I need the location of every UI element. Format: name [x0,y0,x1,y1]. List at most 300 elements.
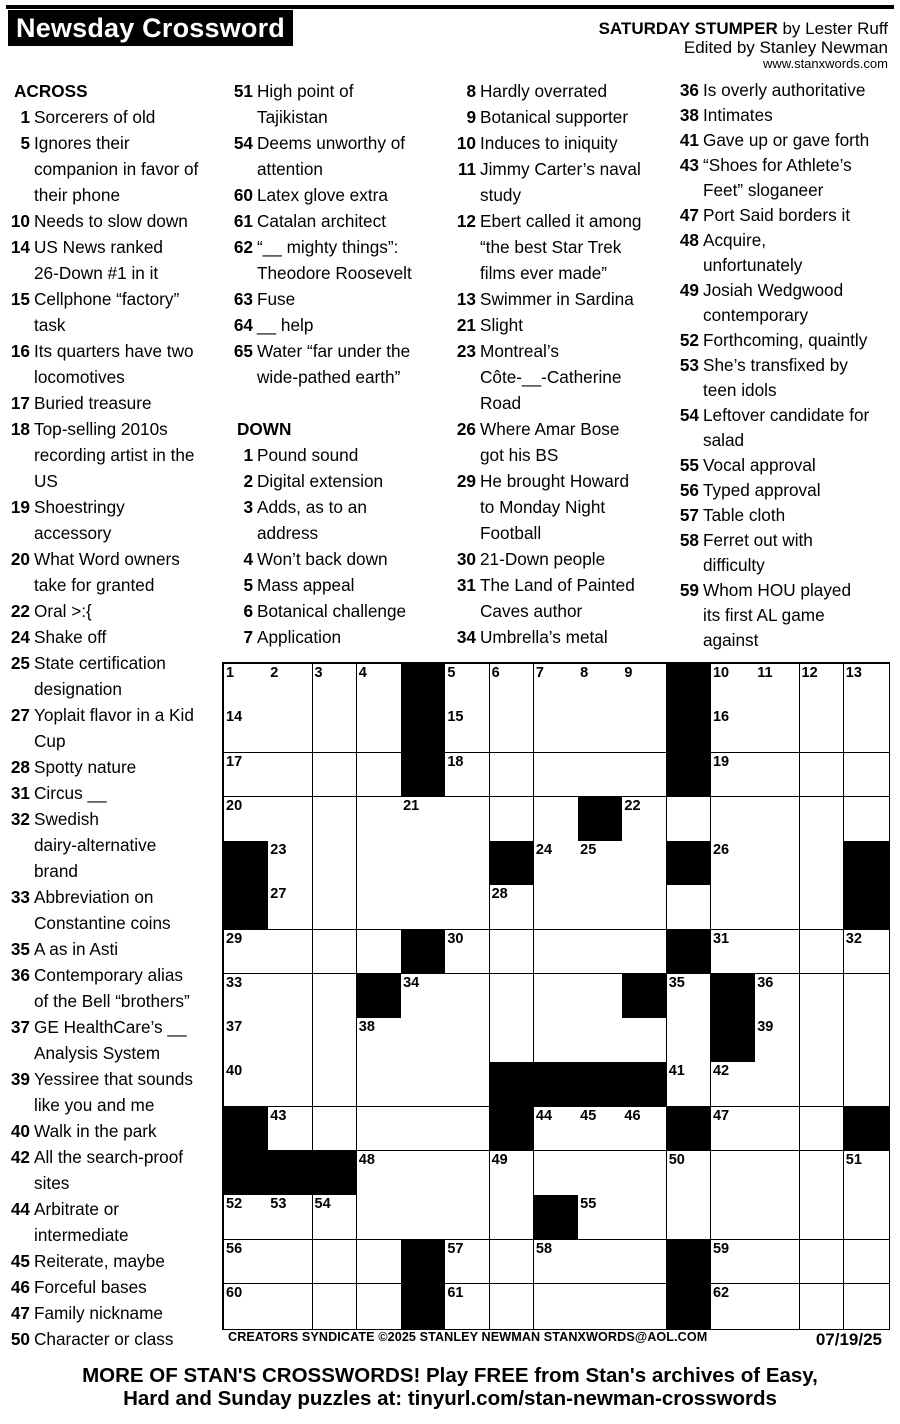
grid-cell[interactable] [445,664,490,709]
grid-cell[interactable] [800,1151,845,1196]
down-clue-21[interactable] [452,312,674,338]
grid-cell[interactable] [357,708,402,753]
across-clue-17[interactable] [6,390,220,416]
grid-cell[interactable] [490,1018,535,1063]
cell-number: 26 [712,842,730,859]
across-clue-60[interactable] [229,182,449,208]
down-clue-48[interactable] [675,228,895,278]
grid-cell[interactable] [224,1018,269,1063]
grid-cell[interactable] [534,753,579,798]
grid-cell[interactable] [357,753,402,798]
grid-cell[interactable] [622,1284,667,1329]
grid-cell[interactable] [844,797,889,842]
grid-cell[interactable] [711,1062,756,1107]
grid-cell[interactable] [224,1284,269,1329]
grid-cell[interactable] [268,1284,313,1329]
grid-cell[interactable] [844,1240,889,1285]
clue-number: 4 [243,549,253,569]
grid-cell[interactable] [490,974,535,1019]
grid-cell[interactable] [357,930,402,975]
clue-number: 56 [679,480,699,500]
clue-text: Arbitrate or [34,1199,120,1219]
clue-text: companion in favor of [34,159,199,179]
grid-cell[interactable] [313,753,358,798]
grid-cell[interactable] [578,885,623,930]
grid-cell[interactable] [622,1107,667,1152]
grid-cell[interactable] [755,1062,800,1107]
across-clue-24[interactable] [6,624,220,650]
down-clue-47[interactable] [675,203,895,228]
grid-cell[interactable] [755,974,800,1019]
across-clue-61[interactable] [229,208,449,234]
cell-number: 22 [624,797,641,814]
across-clue-33[interactable] [6,884,220,936]
grid-cell[interactable] [622,753,667,798]
grid-cell[interactable] [268,930,313,975]
grid-cell[interactable] [711,1151,756,1196]
down-clue-36[interactable] [675,78,895,103]
grid-cell[interactable] [357,1018,402,1063]
grid-cell[interactable] [490,1195,535,1240]
grid-cell[interactable] [844,753,889,798]
clue-text: Whom HOU played [703,580,852,600]
grid-cell[interactable] [313,1062,358,1107]
clue-number: 55 [679,455,699,475]
grid-cell[interactable] [711,797,756,842]
grid-cell[interactable] [755,841,800,886]
grid-cell[interactable] [401,1018,446,1063]
grid-cell[interactable] [313,1284,358,1329]
across-clue-16[interactable] [6,338,220,390]
clue-text: locomotives [34,367,125,387]
grid-cell[interactable] [800,1018,845,1063]
clue-text: Spotty nature [34,757,137,777]
grid-cell[interactable] [711,885,756,930]
grid-cell[interactable] [534,1107,579,1152]
across-clue-31[interactable] [6,780,220,806]
clue-text: The Land of Painted [480,575,635,595]
clue-number: 65 [233,341,253,361]
grid-cell[interactable] [490,1284,535,1329]
grid-cell[interactable] [534,664,579,709]
down-clue-13[interactable] [452,286,674,312]
grid-cell[interactable] [401,1062,446,1107]
grid-cell[interactable] [313,708,358,753]
clue-number: 58 [679,530,699,550]
grid-cell[interactable] [667,1018,712,1063]
grid-cell[interactable] [357,1195,402,1240]
across-clue-32[interactable] [6,806,220,884]
across-clue-20[interactable] [6,546,220,598]
grid-cell[interactable] [268,1195,313,1240]
down-clue-9[interactable] [452,104,674,130]
across-clue-40[interactable] [6,1118,220,1144]
grid-cell[interactable] [800,708,845,753]
across-clue-18[interactable] [6,416,220,494]
down-clue-52[interactable] [675,328,895,353]
across-clue-45[interactable] [6,1248,220,1274]
down-clue-4[interactable] [229,546,449,572]
grid-cell[interactable] [622,930,667,975]
down-clue-1[interactable] [229,442,449,468]
cell-number: 57 [447,1240,464,1257]
clue-text: 21-Down people [480,549,606,569]
grid-cell[interactable] [800,1107,845,1152]
grid-cell[interactable] [578,841,623,886]
grid-cell[interactable] [578,930,623,975]
grid-cell[interactable] [490,1151,535,1196]
grid-cell[interactable] [268,1240,313,1285]
grid-cell[interactable] [755,1284,800,1329]
website-link[interactable]: www.stanxwords.com [763,56,888,71]
grid-cell[interactable] [534,841,579,886]
across-clue-44[interactable] [6,1196,220,1248]
grid-cell[interactable] [755,1107,800,1152]
down-clue-54[interactable] [675,403,895,453]
grid-cell[interactable] [844,708,889,753]
down-clue-55[interactable] [675,453,895,478]
cell-number: 1 [226,665,235,681]
grid-cell[interactable] [224,753,269,798]
grid-cell[interactable] [445,1240,490,1285]
across-clue-36[interactable] [6,962,220,1014]
clue-number: 54 [679,405,699,425]
clue-number: 39 [10,1069,30,1089]
down-clue-23[interactable] [452,338,674,416]
black-square [313,1151,358,1196]
grid-cell[interactable] [445,1018,490,1063]
grid-cell[interactable] [490,708,535,753]
editor-line: Edited by Stanley Newman [683,38,888,57]
grid-cell[interactable] [313,841,358,886]
grid-cell[interactable] [224,708,269,753]
grid-cell[interactable] [844,974,889,1019]
grid-cell[interactable] [313,1018,358,1063]
grid-cell[interactable] [445,1062,490,1107]
across-clue-54[interactable] [229,130,449,182]
grid-cell[interactable] [800,1240,845,1285]
grid-cell[interactable] [844,930,889,975]
grid-cell[interactable] [800,797,845,842]
grid-cell[interactable] [622,885,667,930]
cell-number: 12 [801,665,818,681]
grid-cell[interactable] [578,1018,623,1063]
clue-text: __ help [257,315,314,335]
across-clue-64[interactable] [229,312,449,338]
grid-cell[interactable] [578,664,623,709]
grid-cell[interactable] [711,753,756,798]
grid-cell[interactable] [490,753,535,798]
grid-cell[interactable] [844,1151,889,1196]
grid-cell[interactable] [755,1151,800,1196]
grid-cell[interactable] [445,1107,490,1152]
grid-cell[interactable] [224,930,269,975]
grid-cell[interactable] [401,885,446,930]
grid-cell[interactable] [313,1240,358,1285]
down-clue-26[interactable] [452,416,674,468]
grid-cell[interactable] [268,708,313,753]
grid-cell[interactable] [622,1195,667,1240]
grid-cell[interactable] [534,974,579,1019]
grid-cell[interactable] [401,1107,446,1152]
grid-cell[interactable] [313,930,358,975]
grid-cell[interactable] [622,797,667,842]
down-clue-7[interactable] [229,624,449,650]
across-clue-15[interactable] [6,286,220,338]
grid-cell[interactable] [313,797,358,842]
grid-cell[interactable] [401,974,446,1019]
down-clue-5[interactable] [229,572,449,598]
cell-number: 45 [580,1107,597,1124]
grid-cell[interactable] [578,708,623,753]
grid-cell[interactable] [357,797,402,842]
grid-cell[interactable] [534,708,579,753]
across-clue-37[interactable] [6,1014,220,1066]
grid-cell[interactable] [445,797,490,842]
grid-cell[interactable] [711,930,756,975]
grid-cell[interactable] [401,797,446,842]
down-clue-3[interactable] [229,494,449,546]
grid-cell[interactable] [578,974,623,1019]
grid-cell[interactable] [711,1240,756,1285]
across-clue-65[interactable] [229,338,449,390]
grid-cell[interactable] [800,885,845,930]
grid-cell[interactable] [268,1062,313,1107]
grid-cell[interactable] [578,1151,623,1196]
grid-cell[interactable] [755,1195,800,1240]
grid-cell[interactable] [800,753,845,798]
grid-cell[interactable] [711,1284,756,1329]
grid-cell[interactable] [578,1284,623,1329]
across-clue-35[interactable] [6,936,220,962]
down-clue-58[interactable] [675,528,895,578]
black-square [667,664,712,709]
grid-cell[interactable] [622,1018,667,1063]
grid-cell[interactable] [534,1018,579,1063]
grid-cell[interactable] [534,885,579,930]
across-clue-51[interactable] [229,78,449,130]
grid-cell[interactable] [357,1107,402,1152]
down-clue-6[interactable] [229,598,449,624]
grid-cell[interactable] [268,841,313,886]
grid-cell[interactable] [578,753,623,798]
down-clue-34[interactable] [452,624,674,650]
black-square [844,841,889,886]
grid-cell[interactable] [534,1151,579,1196]
grid-cell[interactable] [578,1195,623,1240]
grid-cell[interactable] [755,664,800,709]
grid-cell[interactable] [224,797,269,842]
grid-cell[interactable] [711,841,756,886]
grid-cell[interactable] [357,1240,402,1285]
cell-number: 5 [447,665,456,681]
grid-cell[interactable] [268,753,313,798]
across-clue-1[interactable] [6,104,220,130]
down-clue-2[interactable] [229,468,449,494]
grid-cell[interactable] [844,1284,889,1329]
grid-cell[interactable] [268,974,313,1019]
grid-cell[interactable] [622,1151,667,1196]
grid-cell[interactable] [357,841,402,886]
clue-text: Vocal approval [703,455,816,475]
clue-text: Feet” sloganeer [703,180,824,200]
grid-cell[interactable] [800,974,845,1019]
across-clue-62[interactable] [229,234,449,286]
across-clue-19[interactable] [6,494,220,546]
cell-number: 35 [668,974,685,991]
grid-cell[interactable] [490,1240,535,1285]
grid-cell[interactable] [667,974,712,1019]
grid-cell[interactable] [490,930,535,975]
down-clue-56[interactable] [675,478,895,503]
grid-cell[interactable] [844,664,889,709]
across-clue-14[interactable] [6,234,220,286]
grid-cell[interactable] [755,1240,800,1285]
across-clue-42[interactable] [6,1144,220,1196]
grid-cell[interactable] [800,1195,845,1240]
grid-cell[interactable] [844,1018,889,1063]
grid-cell[interactable] [622,841,667,886]
clue-text: Leftover candidate for [703,405,870,425]
grid-cell[interactable] [667,885,712,930]
grid-cell[interactable] [755,753,800,798]
grid-cell[interactable] [445,708,490,753]
grid-cell[interactable] [711,664,756,709]
grid-cell[interactable] [800,1284,845,1329]
grid-cell[interactable] [711,708,756,753]
grid-cell[interactable] [667,1062,712,1107]
down-clue-57[interactable] [675,503,895,528]
grid-cell[interactable] [445,885,490,930]
grid-cell[interactable] [401,841,446,886]
down-clue-11[interactable] [452,156,674,208]
across-clue-63[interactable] [229,286,449,312]
grid-cell[interactable] [711,1195,756,1240]
grid-cell[interactable] [445,841,490,886]
grid-cell[interactable] [800,664,845,709]
grid-cell[interactable] [667,1151,712,1196]
grid-cell[interactable] [800,1062,845,1107]
grid-cell[interactable] [622,664,667,709]
across-clue-27[interactable] [6,702,220,754]
down-clue-53[interactable] [675,353,895,403]
grid-cell[interactable] [622,708,667,753]
grid-cell[interactable] [667,797,712,842]
grid-cell[interactable] [224,664,269,709]
across-clue-39[interactable] [6,1066,220,1118]
grid-cell[interactable] [534,797,579,842]
grid-cell[interactable] [711,1107,756,1152]
clue-text: Botanical challenge [257,601,407,621]
grid-cell[interactable] [578,1107,623,1152]
grid-cell[interactable] [844,1195,889,1240]
across-clue-22[interactable] [6,598,220,624]
grid-cell[interactable] [357,664,402,709]
across-clue-28[interactable] [6,754,220,780]
down-clue-8[interactable] [452,78,674,104]
clue-text: 26-Down #1 in it [34,263,159,283]
grid-cell[interactable] [667,1195,712,1240]
down-clue-29[interactable] [452,468,674,546]
grid-cell[interactable] [268,797,313,842]
grid-cell[interactable] [800,930,845,975]
grid-cell[interactable] [490,664,535,709]
grid-cell[interactable] [490,885,535,930]
grid-cell[interactable] [268,1018,313,1063]
grid-cell[interactable] [445,1195,490,1240]
down-clue-43[interactable] [675,153,895,203]
clue-text: brand [34,861,78,881]
down-clue-41[interactable] [675,128,895,153]
grid-cell[interactable] [445,1284,490,1329]
down-clue-38[interactable] [675,103,895,128]
clue-number: 59 [679,580,699,600]
clue-text: difficulty [703,555,765,575]
grid-cell[interactable] [578,1240,623,1285]
across-clue-5[interactable] [6,130,220,208]
grid-cell[interactable] [800,841,845,886]
grid-cell[interactable] [490,797,535,842]
grid-cell[interactable] [534,1284,579,1329]
down-clue-30[interactable] [452,546,674,572]
down-clue-10[interactable] [452,130,674,156]
grid-cell[interactable] [401,1151,446,1196]
grid-cell[interactable] [224,974,269,1019]
down-clue-31[interactable] [452,572,674,624]
grid-cell[interactable] [313,974,358,1019]
grid-cell[interactable] [534,930,579,975]
grid-cell[interactable] [755,885,800,930]
grid-cell[interactable] [534,1240,579,1285]
grid-cell[interactable] [313,1195,358,1240]
clue-text: Slight [480,315,523,335]
grid-cell[interactable] [445,930,490,975]
across-clue-47[interactable] [6,1300,220,1326]
grid-cell[interactable] [357,885,402,930]
grid-cell[interactable] [755,1018,800,1063]
grid-cell[interactable] [224,1195,269,1240]
grid-cell[interactable] [313,885,358,930]
down-clue-49[interactable] [675,278,895,328]
grid-cell[interactable] [357,1284,402,1329]
grid-cell[interactable] [445,753,490,798]
grid-cell[interactable] [357,1062,402,1107]
down-clue-12[interactable] [452,208,674,286]
grid-cell[interactable] [445,974,490,1019]
across-clue-25[interactable] [6,650,220,702]
grid-cell[interactable] [268,664,313,709]
grid-cell[interactable] [224,1062,269,1107]
across-clue-46[interactable] [6,1274,220,1300]
grid-cell[interactable] [844,1062,889,1107]
grid-cell[interactable] [357,1151,402,1196]
grid-cell[interactable] [268,885,313,930]
grid-cell[interactable] [755,797,800,842]
across-clue-50[interactable] [6,1326,220,1352]
grid-cell[interactable] [401,1195,446,1240]
grid-cell[interactable] [755,930,800,975]
grid-cell[interactable] [445,1151,490,1196]
grid-cell[interactable] [622,1240,667,1285]
grid-cell[interactable] [755,708,800,753]
cell-number: 14 [226,709,243,726]
grid-cell[interactable] [224,1240,269,1285]
grid-cell[interactable] [313,664,358,709]
grid-cell[interactable] [313,1107,358,1152]
grid-cell[interactable] [268,1107,313,1152]
down-clue-59[interactable] [675,578,895,653]
across-clue-10[interactable] [6,208,220,234]
